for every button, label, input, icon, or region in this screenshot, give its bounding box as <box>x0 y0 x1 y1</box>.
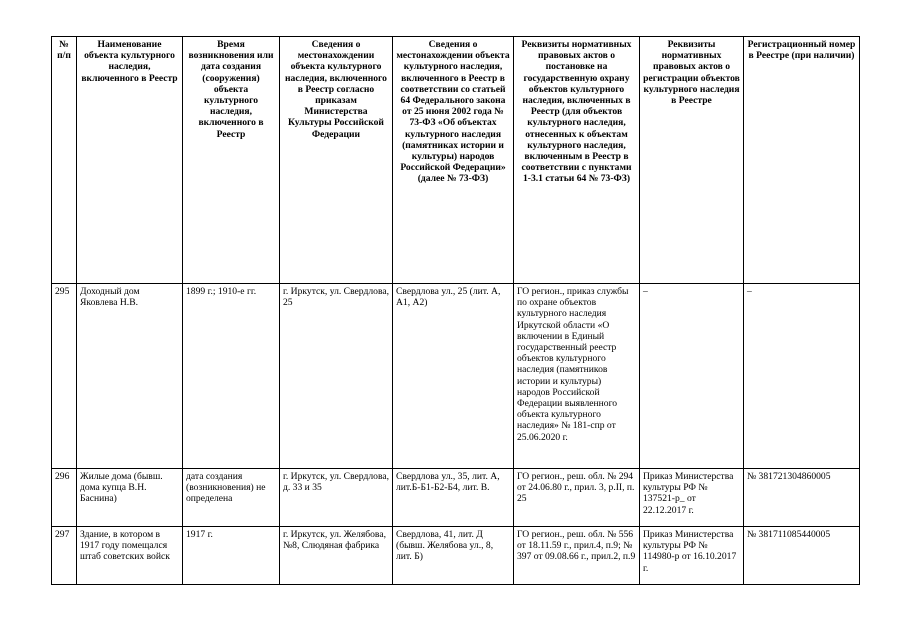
header-reg-number: Регистрационный номер в Реестре (при наличии) <box>744 37 860 284</box>
cell-location-mk: г. Иркутск, ул. Свердлова, д. 33 и 35 <box>280 469 393 527</box>
cell-name: Жилые дома (бывш. дома купца В.Н. Баснина) <box>77 469 183 527</box>
cell-acts-registration: – <box>640 284 744 469</box>
heritage-registry-table <box>51 36 860 585</box>
cell-acts-registration: Приказ Министерства культуры РФ № 114980-р от 16.10.2017 г. <box>640 527 744 585</box>
table-row <box>52 469 860 527</box>
header-name: Наименование объекта культурного наследия, включенного в Реестр <box>77 37 183 284</box>
cell-date: дата создания (возникновения) не определена <box>183 469 280 527</box>
header-location-mk: Сведения о местонахождении объекта культурного наследия, включенного в Реестр согласно приказам Министерства Культуры Российской Федерации <box>280 37 393 284</box>
table-row <box>52 284 860 469</box>
cell-number: 297 <box>52 527 77 585</box>
cell-acts-protection: ГО регион., реш. обл. № 294 от 24.06.80 г., прил. 3, р.II, п. 25 <box>514 469 640 527</box>
cell-location-mk: г. Иркутск, ул. Желябова, №8, Слюдяная фабрика <box>280 527 393 585</box>
cell-location-64: Свердлова ул., 35, лит. А, лит.Б-Б1-Б2-Б4, лит. В. <box>393 469 514 527</box>
cell-date: 1917 г. <box>183 527 280 585</box>
table-row <box>52 527 860 585</box>
cell-number: 295 <box>52 284 77 469</box>
header-number: № п/п <box>52 37 77 284</box>
header-acts-registration: Реквизиты нормативных правовых актов о регистрации объектов культурного наследия в Реестре <box>640 37 744 284</box>
cell-name: Здание, в котором в 1917 году помещался штаб советских войск <box>77 527 183 585</box>
table-header-row <box>52 37 860 284</box>
cell-acts-registration: Приказ Министерства культуры РФ № 137521-р_ от 22.12.2017 г. <box>640 469 744 527</box>
document-page <box>51 36 860 585</box>
cell-date: 1899 г.; 1910-е гг. <box>183 284 280 469</box>
cell-location-mk: г. Иркутск, ул. Свердлова, 25 <box>280 284 393 469</box>
cell-name: Доходный дом Яковлева Н.В. <box>77 284 183 469</box>
cell-reg-number: – <box>744 284 860 469</box>
cell-acts-protection: ГО регион., реш. обл. № 556 от 18.11.59 г., прил.4, п.9; № 397 от 09.08.66 г., прил.2, п.9 <box>514 527 640 585</box>
cell-reg-number: № 381721304860005 <box>744 469 860 527</box>
header-date: Время возникновения или дата создания (сооружения) объекта культурного наследия, включенного в Реестр <box>183 37 280 284</box>
cell-location-64: Свердлова ул., 25 (лит. А, А1, А2) <box>393 284 514 469</box>
cell-location-64: Свердлова, 41, лит. Д (бывш. Желябова ул., 8, лит. Б) <box>393 527 514 585</box>
cell-reg-number: № 381711085440005 <box>744 527 860 585</box>
cell-number: 296 <box>52 469 77 527</box>
cell-acts-protection: ГО регион., приказ службы по охране объектов культурного наследия Иркутской области «О включении в Единый государственный реестр объектов культурного наследия (памятников истории и культуры) народов Российской Федерации выявленного объекта культурного наследия» № 181-спр от 25.06.2020 г. <box>514 284 640 469</box>
header-location-64: Сведения о местонахождении объекта культурного наследия, включенного в Реестр в соответствии со статьей 64 Федерального закона от 25 июня 2002 года № 73-ФЗ «Об объектах культурного наследия (памятниках истории и культуры) народов Российской Федерации» (далее № 73-ФЗ) <box>393 37 514 284</box>
header-acts-protection: Реквизиты нормативных правовых актов о постановке на государственную охрану объектов культурного наследия, включенных в Реестр (для объектов культурного наследия, отнесенных к объектам культурного наследия, включенным в Реестр в соответствии с пунктами 1-3.1 статьи 64 № 73-ФЗ) <box>514 37 640 284</box>
